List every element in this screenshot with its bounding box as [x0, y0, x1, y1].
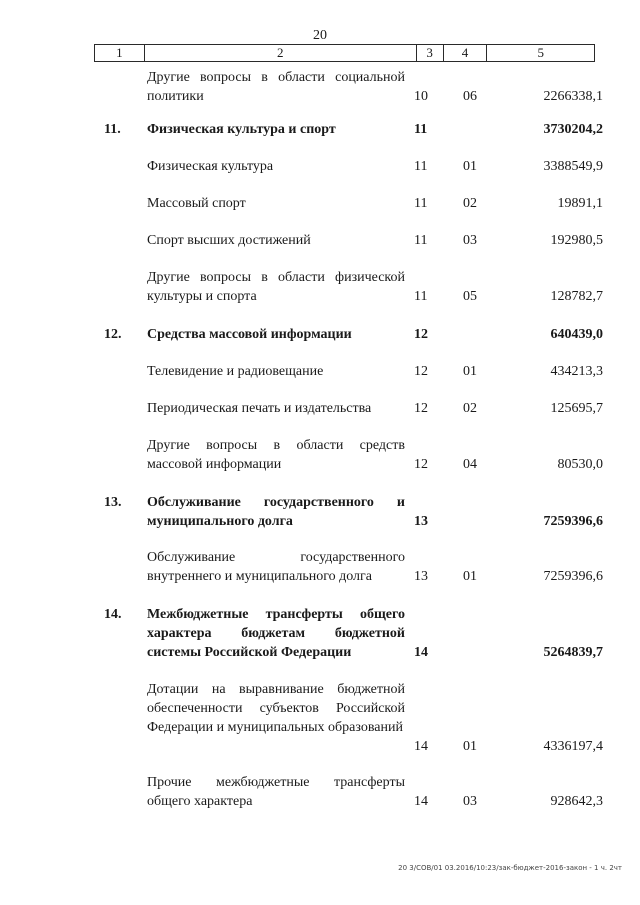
section-code: 14 [414, 794, 428, 809]
amount: 7259396,6 [543, 514, 603, 529]
row-name: Обслуживание государственного внутреннего и муниципального долга [147, 550, 405, 584]
section-code: 13 [414, 514, 428, 529]
subsection-code: 04 [463, 457, 477, 472]
column-header-1: 1 [95, 45, 145, 61]
amount: 192980,5 [550, 233, 603, 248]
row-name: Массовый спорт [147, 196, 246, 211]
row-name: Телевидение и радиовещание [147, 364, 324, 379]
subsection-code: 02 [463, 401, 477, 416]
amount: 7259396,6 [543, 569, 603, 584]
section-code: 12 [414, 457, 428, 472]
amount: 928642,3 [550, 794, 603, 809]
section-number: 14. [104, 607, 122, 622]
section-code: 11 [414, 233, 428, 248]
column-header-5: 5 [537, 45, 544, 60]
section-code: 13 [414, 569, 428, 584]
subsection-code: 01 [463, 159, 477, 174]
column-header-2: 2 [145, 45, 417, 61]
column-header-4: 4 [444, 45, 488, 61]
subsection-code: 06 [463, 89, 477, 104]
subsection-code: 03 [463, 233, 477, 248]
section-code: 11 [414, 122, 428, 137]
amount: 640439,0 [550, 327, 603, 342]
subsection-code: 01 [463, 364, 477, 379]
section-number: 11. [104, 122, 121, 137]
amount: 2266338,1 [543, 89, 603, 104]
amount: 3730204,2 [543, 122, 603, 137]
amount: 4336197,4 [543, 739, 603, 754]
row-name: Физическая культура [147, 159, 274, 174]
row-name: Периодическая печать и издательства [147, 401, 372, 416]
subsection-code: 03 [463, 794, 477, 809]
row-name: Прочие межбюджетные трансферты общего характера [147, 775, 405, 809]
row-name: Обслуживание государственного и муниципального долга [147, 495, 405, 529]
row-name: Другие вопросы в области средств массовой информации [147, 438, 405, 472]
amount: 125695,7 [550, 401, 603, 416]
subsection-code: 02 [463, 196, 477, 211]
section-code: 12 [414, 327, 428, 342]
subsection-code: 01 [463, 739, 477, 754]
amount: 80530,0 [557, 457, 603, 472]
amount: 19891,1 [557, 196, 603, 211]
row-name: Другие вопросы в области социальной политики [147, 70, 405, 104]
amount: 128782,7 [550, 289, 603, 304]
amount: 434213,3 [550, 364, 603, 379]
section-code: 12 [414, 364, 428, 379]
amount: 3388549,9 [543, 159, 603, 174]
section-code: 10 [414, 89, 428, 104]
amount: 5264839,7 [543, 645, 603, 660]
section-number: 12. [104, 327, 122, 342]
section-code: 11 [414, 196, 428, 211]
row-name: Дотации на выравнивание бюджетной обеспеченности субъектов Российской Федерации и муниципальных образований [147, 682, 405, 735]
row-name: Межбюджетные трансферты общего характера бюджетам бюджетной системы Российской Федерации [147, 607, 405, 660]
subsection-code: 01 [463, 569, 477, 584]
section-number: 13. [104, 495, 122, 510]
row-name: Средства массовой информации [147, 327, 352, 342]
row-name: Спорт высших достижений [147, 233, 311, 248]
section-code: 14 [414, 739, 428, 754]
table-column-header [94, 44, 595, 62]
section-code: 12 [414, 401, 428, 416]
subsection-code: 05 [463, 289, 477, 304]
column-header-3: 3 [417, 45, 444, 61]
page-number: 20 [313, 28, 327, 43]
document-footer-code: 20 3/СОВ/01 03.2016/10:23/зак-бюджет-2016-закон - 1 ч. 2чт [398, 864, 622, 872]
row-name: Другие вопросы в области физической культуры и спорта [147, 270, 405, 304]
section-code: 11 [414, 289, 428, 304]
row-name: Физическая культура и спорт [147, 122, 336, 137]
section-code: 14 [414, 645, 428, 660]
section-code: 11 [414, 159, 428, 174]
